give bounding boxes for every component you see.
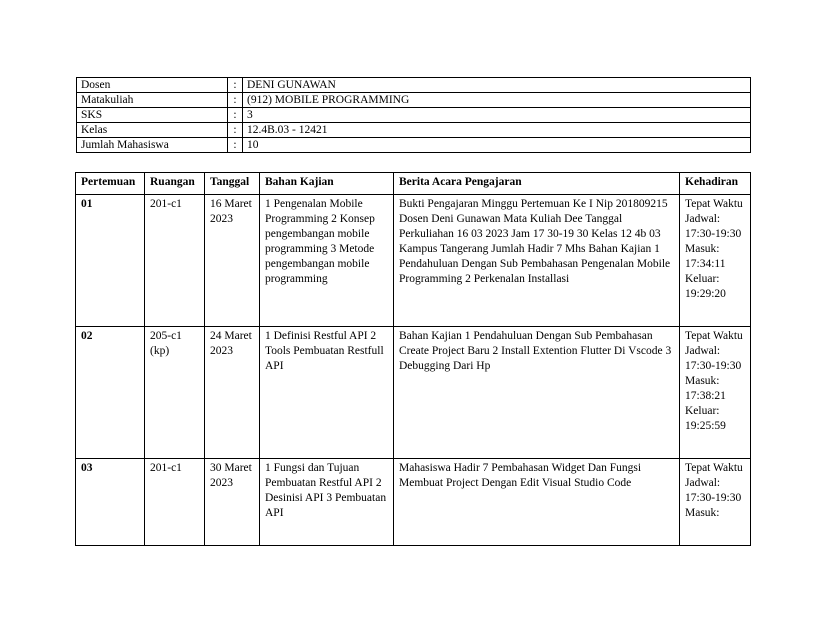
header-kehadiran: Kehadiran — [680, 173, 751, 195]
cell-bahan-kajian: 1 Definisi Restful API 2 Tools Pembuatan Restfull API — [260, 327, 394, 459]
cell-ruangan: 205-c1 (kp) — [145, 327, 205, 459]
cell-kehadiran: Tepat Waktu Jadwal: 17:30-19:30 Masuk: — [680, 459, 751, 546]
table-row — [76, 195, 751, 327]
header-ruangan: Ruangan — [145, 173, 205, 195]
info-row-kelas — [77, 123, 751, 138]
cell-pertemuan: 02 — [76, 327, 145, 459]
header-tanggal: Tanggal — [205, 173, 260, 195]
header-bahan-kajian: Bahan Kajian — [260, 173, 394, 195]
info-label: Dosen — [77, 78, 228, 93]
info-separator: : — [228, 108, 243, 123]
cell-bahan-kajian: 1 Fungsi dan Tujuan Pembuatan Restful API 2 Desinisi API 3 Pembuatan API — [260, 459, 394, 546]
info-value: 12.4B.03 - 12421 — [243, 123, 751, 138]
info-row-matakuliah — [77, 93, 751, 108]
info-separator: : — [228, 123, 243, 138]
cell-bahan-kajian: 1 Pengenalan Mobile Programming 2 Konsep pengembangan mobile programming 3 Metode pengembangan mobile programming — [260, 195, 394, 327]
info-row-jumlah-mahasiswa — [77, 138, 751, 153]
cell-berita-acara: Bahan Kajian 1 Pendahuluan Dengan Sub Pembahasan Create Project Baru 2 Install Extention Flutter Di Vscode 3 Debugging Dari Hp — [394, 327, 680, 459]
cell-tanggal: 24 Maret 2023 — [205, 327, 260, 459]
cell-kehadiran: Tepat Waktu Jadwal: 17:30-19:30 Masuk: 17:34:11 Keluar: 19:29:20 — [680, 195, 751, 327]
table-row — [76, 327, 751, 459]
cell-ruangan: 201-c1 — [145, 459, 205, 546]
info-separator: : — [228, 93, 243, 108]
info-label: SKS — [77, 108, 228, 123]
cell-berita-acara: Mahasiswa Hadir 7 Pembahasan Widget Dan Fungsi Membuat Project Dengan Edit Visual Studio Code — [394, 459, 680, 546]
cell-tanggal: 16 Maret 2023 — [205, 195, 260, 327]
info-row-sks — [77, 108, 751, 123]
info-value: 3 — [243, 108, 751, 123]
cell-tanggal: 30 Maret 2023 — [205, 459, 260, 546]
cell-pertemuan: 01 — [76, 195, 145, 327]
info-value: 10 — [243, 138, 751, 153]
info-label: Kelas — [77, 123, 228, 138]
table-row — [76, 459, 751, 546]
teaching-log-table — [75, 172, 751, 546]
cell-ruangan: 201-c1 — [145, 195, 205, 327]
cell-berita-acara: Bukti Pengajaran Minggu Pertemuan Ke I Nip 201809215 Dosen Deni Gunawan Mata Kuliah Dee Tanggal Perkuliahan 16 03 2023 Jam 17 30-19 30 Kelas 12 4b 03 Kampus Tangerang Jumlah Hadir 7 Mhs Bahan Kajian 1 Pendahuluan Dengan Sub Pembahasan Pengenalan Mobile Programming 2 Perkenalan Installasi — [394, 195, 680, 327]
header-pertemuan: Pertemuan — [76, 173, 145, 195]
course-info-table — [76, 77, 751, 153]
cell-kehadiran: Tepat Waktu Jadwal: 17:30-19:30 Masuk: 17:38:21 Keluar: 19:25:59 — [680, 327, 751, 459]
table-header-row — [76, 173, 751, 195]
info-value: DENI GUNAWAN — [243, 78, 751, 93]
info-row-dosen — [77, 78, 751, 93]
info-label: Matakuliah — [77, 93, 228, 108]
info-separator: : — [228, 138, 243, 153]
info-label: Jumlah Mahasiswa — [77, 138, 228, 153]
info-value: (912) MOBILE PROGRAMMING — [243, 93, 751, 108]
info-separator: : — [228, 78, 243, 93]
cell-pertemuan: 03 — [76, 459, 145, 546]
header-berita-acara: Berita Acara Pengajaran — [394, 173, 680, 195]
